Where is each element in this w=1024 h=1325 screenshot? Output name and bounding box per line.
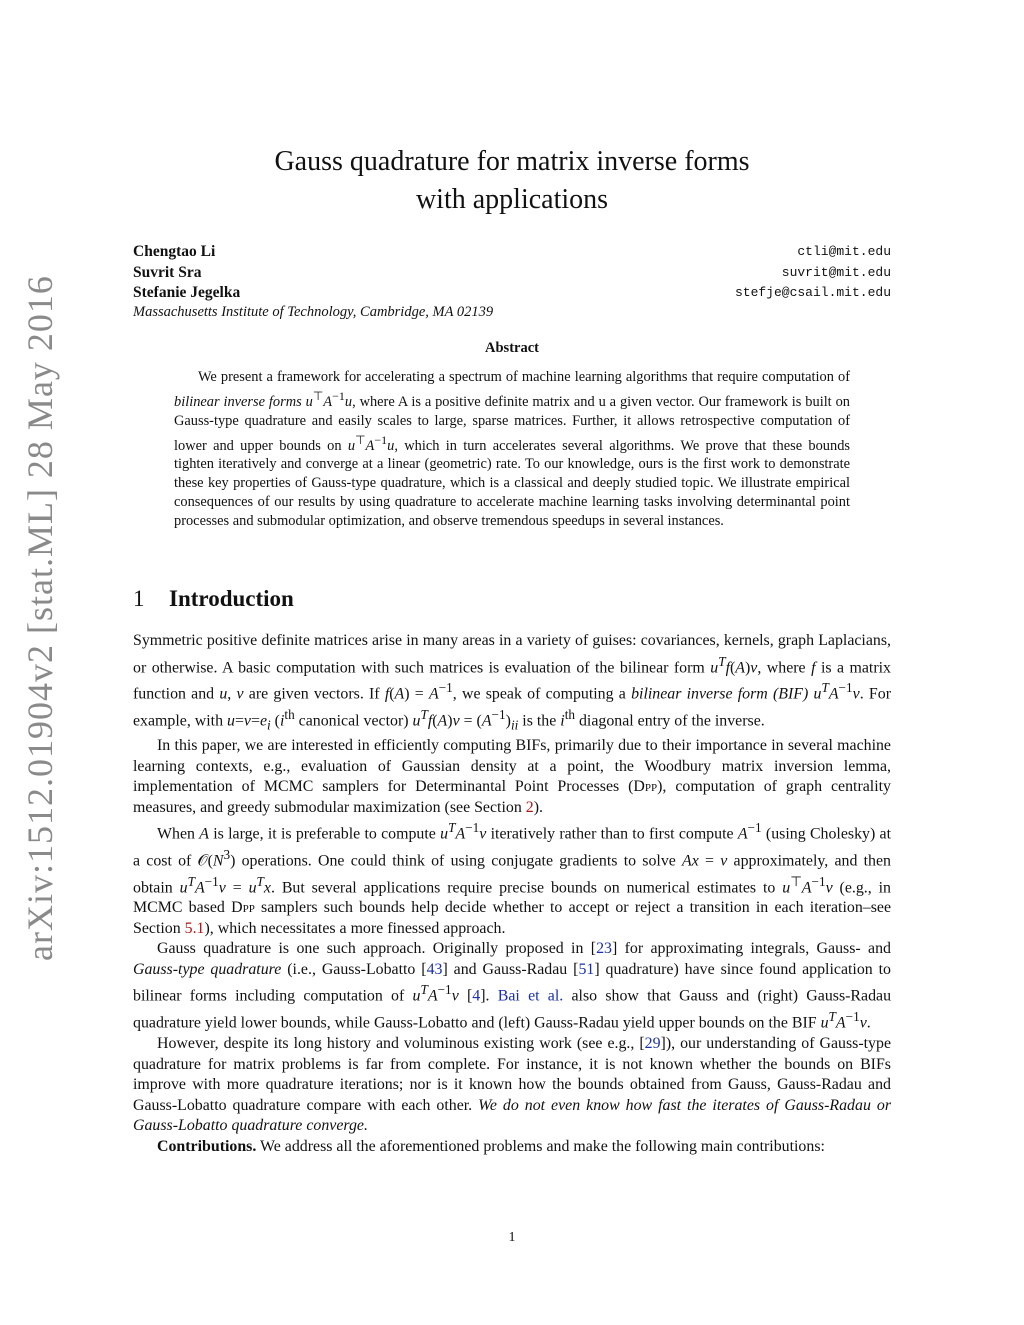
paragraph: Symmetric positive definite matrices arise in many areas in a variety of guises: covariances, kernels, graph Laplacians, or otherwise. A basic computation with such matrices is evaluation of the bilinear form $u^Tf(A)v$, where f is a matrix function and u, v are given vectors. If $f(A) = A^{-1}$, we speak of computing a bilinear inverse form (BIF) $u^TA^{-1}v$. For example, with $u=v=e_i$ ($i^{th}$ canonical vector) $u^Tf(A)v = (A^{-1})_{ii}$ is the $i^{th}$ diagonal entry of the inverse. <box>133 632 891 733</box>
citation-link[interactable]: 4 <box>472 987 481 1005</box>
author-email[interactable]: ctli@mit.edu <box>797 244 891 259</box>
paragraph: Gauss quadrature is one such approach. Originally proposed in [23] for approximating integrals, Gauss- and Gauss-type quadrature (i.e., Gauss-Lobatto [43] and Gauss-Radau [51] quadrature) have since found application to bilinear forms including computation of $u^TA^{-1}v$ [4]. Bai et al. also show that Gauss and (right) Gauss-Radau quadrature yield lower bounds, while Gauss-Lobatto and (left) Gauss-Radau yield upper bounds on the BIF $u^TA^{-1}v$. <box>133 940 892 1032</box>
section-title: Introduction <box>169 586 294 611</box>
citation-link[interactable]: Bai et al. <box>497 987 564 1005</box>
title-line-2: with applications <box>415 184 609 215</box>
affiliation: Massachusetts Institute of Technology, Cambridge, MA 02139 <box>133 304 494 320</box>
section-heading <box>133 586 891 612</box>
abstract-body: We present a framework for accelerating a spectrum of machine learning algorithms that require computation of bilinear inverse forms $u^⊤A^{-1}u$, where A is a positive definite matrix and u a given vector. Our framework is built on Gauss-type quadrature and easily scales to large, sparse matrices. Further, it allows retrospective computation of lower and upper bounds on $u^⊤A^{-1}u$, which in turn accelerates several algorithms. We prove that these bounds tighten iteratively and converge at a linear (geometric) rate. To our knowledge, ours is the first work to demonstrate these key properties of Gauss-type quadrature, which is a classical and deeply studied topic. We illustrate empirical consequences of our results by using quadrature to accelerate machine learning tasks involving determinantal point processes and submodular optimization, and observe tremendous speedups in several instances. <box>174 369 850 529</box>
title-line-1: Gauss quadrature for matrix inverse forms <box>274 146 750 177</box>
paragraph: When A is large, it is preferable to compute $u^TA^{-1}v$ iteratively rather than to first compute $A^{-1}$ (using Cholesky) at a cost of $𝒪(N^3)$ operations. One could think of using conjugate gradients to solve Ax = v approximately, and then obtain $u^TA^{-1}v = u^Tx$. But several applications require precise bounds on numerical estimates to $u^⊤A^{-1}v$ (e.g., in MCMC based Dpp samplers such bounds help decide whether to accept or reject a transition in each iteration–see Section 5.1), which necessitates a more finessed approach. <box>133 820 892 937</box>
author-row <box>133 284 891 305</box>
paragraph: However, despite its long history and voluminous existing work (see e.g., [29]), our understanding of Gauss-type quadrature for matrix problems is far from complete. For instance, it is not known whether the bounds on BIFs improve with more quadrature iterations; nor is it known how the bounds obtained from Gauss, Gauss-Radau and Gauss-Lobatto quadrature compare with each other. We do not even know how fast the iterates of Gauss-Radau or Gauss-Lobatto quadrature converge. <box>133 1035 892 1135</box>
introduction-body <box>133 631 891 1157</box>
abstract-text-part-1: We present a framework for accelerating a spectrum of machine learning algorithms that require computation of <box>198 369 850 385</box>
author-email[interactable]: stefje@csail.mit.edu <box>734 285 891 300</box>
abstract-text-part-3: which in turn accelerates several algorithms. We prove that these bounds tighten iteratively and converge at a linear (geometric) rate. To our knowledge, ours is the first work to demonstrate these key properties of Gauss-type quadrature, which is a classical and deeply studied topic. We illustrate empirical consequences of our results by using quadrature to accelerate machine learning tasks involving determinantal point processes and submodular optimization, and observe tremendous speedups in several instances. <box>174 437 850 529</box>
citation-link[interactable]: 43 <box>426 960 443 978</box>
section-number: 1 <box>133 586 145 611</box>
author-name: Stefanie Jegelka <box>133 284 241 301</box>
abstract-text-part-2: where A is a positive definite matrix and u a given vector. Our framework is built on Gauss-type quadrature and easily scales to large, sparse matrices. Further, it allows retrospective computation of lower and upper bounds on <box>174 393 850 454</box>
citation-link[interactable]: 23 <box>596 940 612 958</box>
citation-link[interactable]: 51 <box>578 960 595 978</box>
author-name: Chengtao Li <box>133 243 216 260</box>
citation-link[interactable]: 29 <box>644 1035 661 1053</box>
section-reference-link[interactable]: 5.1 <box>184 919 205 937</box>
abstract-term-bif: bilinear inverse forms <box>174 393 302 410</box>
page-number: 1 <box>508 1230 516 1245</box>
paper-title <box>133 143 891 219</box>
author-row <box>133 243 891 264</box>
author-email[interactable]: suvrit@mit.edu <box>781 265 891 280</box>
paragraph: Contributions. We address all the aforementioned problems and make the following main contributions: <box>157 1137 825 1155</box>
abstract-heading: Abstract <box>485 340 539 356</box>
section-reference-link[interactable]: 2 <box>525 798 534 816</box>
paragraph: In this paper, we are interested in efficiently computing BIFs, primarily due to their importance in several machine learning contexts, e.g., evaluation of Gaussian density at a point, the Woodbury matrix inversion lemma, implementation of MCMC samplers for Determinantal Point Processes (Dpp), computation of graph centrality measures, and greedy submodular maximization (see Section 2). <box>133 737 891 816</box>
author-row <box>133 264 891 285</box>
arxiv-identifier-stamp: arXiv:1512.01904v2 [stat.ML] 28 May 2016 <box>20 275 60 961</box>
author-name: Suvrit Sra <box>133 264 202 281</box>
